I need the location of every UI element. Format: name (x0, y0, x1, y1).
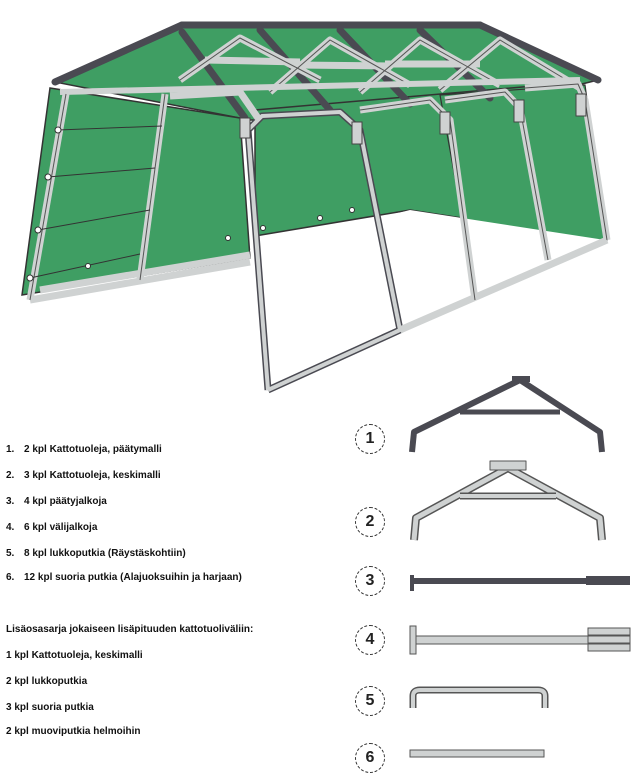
list-item: 3. 4 kpl päätyjalkoja (6, 496, 107, 507)
part-2-middle-truss (414, 461, 602, 540)
extra-title: Lisäosasarja jokaiseen lisäpituuden kattotuoliväliin: (6, 624, 254, 635)
list-item: 6. 12 kpl suoria putkia (Alajuoksuihin ja harjaan) (6, 572, 242, 583)
extra-item: 1 kpl Kattotuoleja, keskimalli (6, 650, 143, 661)
floor (250, 210, 605, 390)
callout-1: 1 (355, 424, 385, 454)
callout-3: 3 (355, 566, 385, 596)
list-item: 1. 2 kpl Kattotuoleja, päätymalli (6, 444, 162, 455)
list-item: 2. 3 kpl Kattotuoleja, keskimalli (6, 470, 161, 481)
tent-illustration (22, 25, 607, 390)
part-4-middle-leg (410, 626, 630, 654)
part-1-end-truss (412, 376, 602, 452)
callout-5: 5 (355, 686, 385, 716)
extra-item: 2 kpl muoviputkia helmoihin (6, 726, 141, 737)
callout-2: 2 (355, 507, 385, 537)
part-3-end-leg (410, 575, 630, 591)
list-item: 4. 6 kpl välijalkoja (6, 522, 98, 533)
part-6-straight-tube (410, 750, 544, 757)
extra-item: 3 kpl suoria putkia (6, 702, 94, 713)
part-5-lock-tube (413, 690, 545, 708)
callout-6: 6 (355, 743, 385, 773)
list-item: 5. 8 kpl lukkoputkia (Räystäskohtiin) (6, 548, 186, 559)
extra-item: 2 kpl lukkoputkia (6, 676, 88, 687)
callout-4: 4 (355, 625, 385, 655)
